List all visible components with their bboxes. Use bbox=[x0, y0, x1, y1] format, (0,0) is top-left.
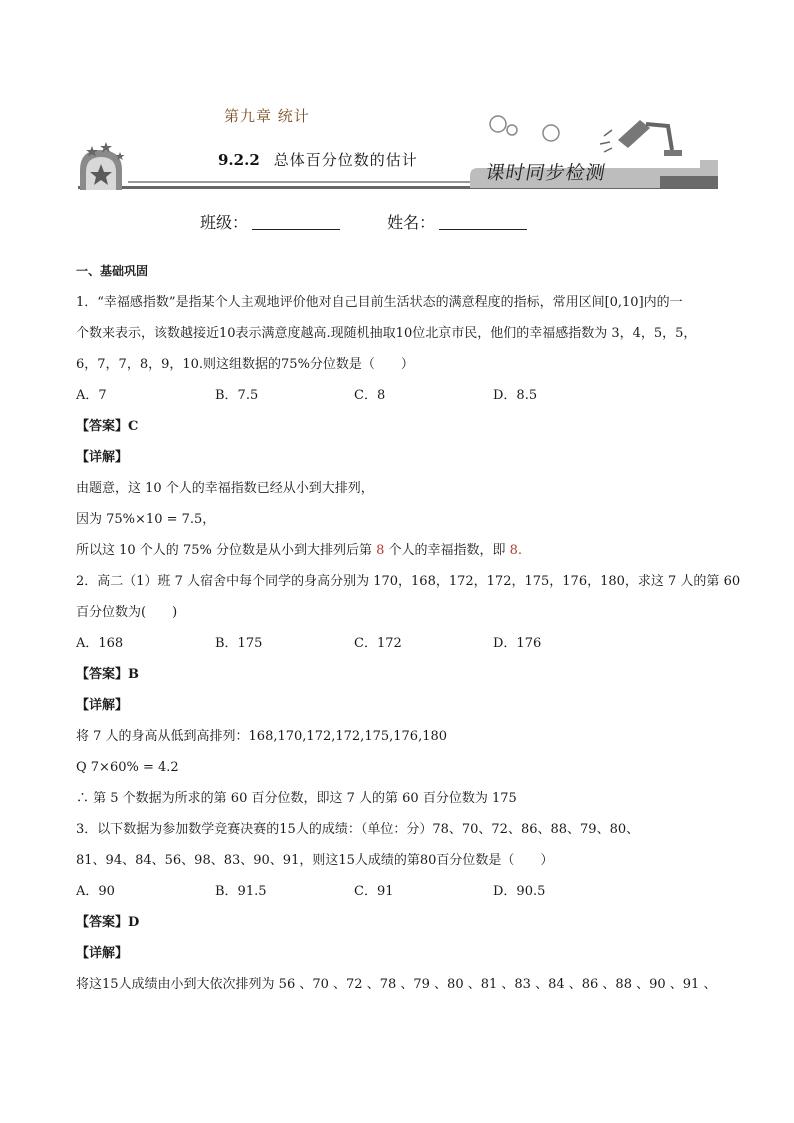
detail-label: 【详解】 bbox=[76, 946, 129, 961]
solution-line: 由题意，这 10 个人的幸福指数已经从小到大排列， bbox=[76, 481, 374, 496]
solution-line bbox=[76, 535, 736, 566]
solution-line: ∴ 第 5 个数据为所求的第 60 百分位数，即这 7 人的第 60 百分位数为 175 bbox=[76, 791, 517, 806]
option-b: B．7.5 bbox=[215, 388, 259, 403]
answer-label: 【答案】D bbox=[76, 915, 140, 930]
q1-line: 1．“幸福感指数”是指某个人主观地评价他对自己目前生活状态的满意程度的指标，常用区间[0,10]内的一 bbox=[76, 295, 683, 310]
option-a: A．7 bbox=[76, 388, 107, 403]
name-blank[interactable] bbox=[439, 215, 527, 230]
option-d: D．8.5 bbox=[493, 388, 538, 403]
detail-label: 【详解】 bbox=[76, 450, 129, 465]
header-banner bbox=[0, 0, 794, 200]
option-a: A．90 bbox=[76, 884, 115, 899]
name-field[interactable] bbox=[387, 210, 527, 233]
solution-line: 将 7 人的身高从低到高排列：168,170,172,172,175,176,180 bbox=[76, 729, 448, 744]
solution-highlight: 8 bbox=[376, 543, 385, 558]
option-a: A．168 bbox=[76, 636, 124, 651]
option-d: D．176 bbox=[493, 636, 542, 651]
solution-line: Q 7×60% = 4.2 bbox=[76, 760, 179, 775]
star-badge-icon bbox=[80, 142, 125, 190]
option-b: B．175 bbox=[215, 636, 263, 651]
solution-text: 个人的幸福指数，即 bbox=[384, 543, 510, 558]
student-fields bbox=[200, 210, 569, 233]
badge-title: 课时同步检测 bbox=[483, 162, 608, 184]
answer-label: 【答案】C bbox=[76, 419, 139, 434]
solution-line: 因为 75%×10 = 7.5， bbox=[76, 512, 216, 527]
q3-line: 81、94、84、56、98、83、90、91，则这15人成绩的第80百分位数是（ ） bbox=[76, 853, 554, 868]
option-c: C．172 bbox=[354, 636, 402, 651]
q3-line: 3．以下数据为参加数学竞赛决赛的15人的成绩：（单位：分）78、70、72、86、88、79、80、 bbox=[76, 822, 640, 837]
solution-highlight: 8. bbox=[509, 543, 523, 558]
q1-options bbox=[76, 380, 736, 411]
solution-line: 将这15人成绩由小到大依次排列为 56 、70 、72 、78 、79 、80 、81 、83 、84 、86 、88 、90 、91 、 bbox=[76, 977, 717, 992]
solution-text: 所以这 10 个人的 75% 分位数是从小到大排列后第 bbox=[76, 543, 377, 558]
answer-label: 【答案】B bbox=[76, 667, 139, 682]
section-number: 9.2.2 bbox=[218, 151, 260, 169]
chapter-title: 第九章 统计 bbox=[224, 107, 310, 125]
q1-line: 个数来表示，该数越接近10表示满意度越高.现随机抽取10位北京市民，他们的幸福感指数为 3，4，5，5， bbox=[76, 326, 697, 341]
option-c: C．8 bbox=[354, 388, 386, 403]
class-field[interactable] bbox=[200, 210, 340, 233]
q2-options bbox=[76, 628, 736, 659]
section-name: 总体百分位数的估计 bbox=[273, 151, 418, 169]
q2-line: 百分位数为( ) bbox=[76, 605, 178, 620]
desk-lamp-icon bbox=[600, 120, 682, 156]
class-blank[interactable] bbox=[252, 215, 340, 230]
q1-line: 6，7，7，8，9，10.则这组数据的75%分位数是（ ） bbox=[76, 357, 414, 372]
document-body bbox=[76, 256, 741, 1000]
name-label: 姓名： bbox=[387, 213, 436, 232]
class-label: 班级： bbox=[200, 213, 249, 232]
bubbles-icon bbox=[490, 116, 559, 141]
option-d: D．90.5 bbox=[493, 884, 546, 899]
section-heading: 一、基础巩固 bbox=[76, 264, 149, 278]
q2-line: 2．高二（1）班 7 人宿舍中每个同学的身高分别为 170，168，172，172，175，176，180，求这 7 人的第 60 bbox=[76, 574, 741, 589]
option-b: B．91.5 bbox=[215, 884, 267, 899]
option-c: C．91 bbox=[354, 884, 394, 899]
section-title bbox=[218, 149, 418, 170]
q3-options bbox=[76, 876, 736, 907]
detail-label: 【详解】 bbox=[76, 698, 129, 713]
